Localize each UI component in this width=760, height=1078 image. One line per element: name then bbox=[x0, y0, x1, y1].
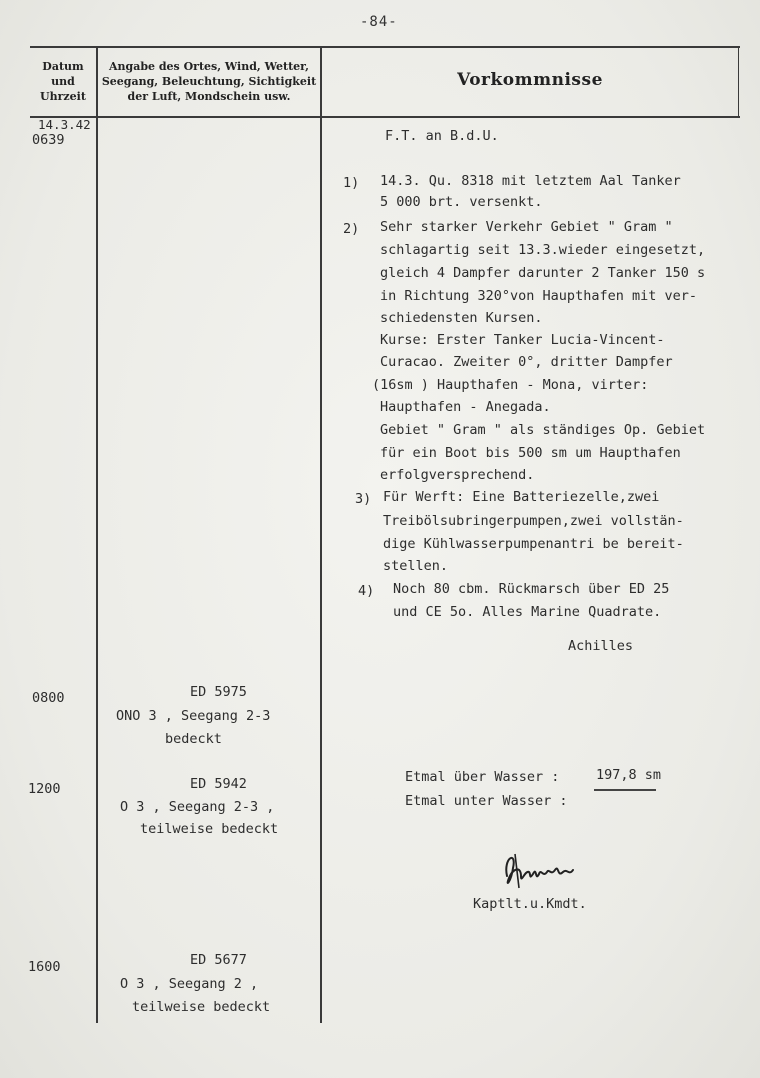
message-line: stellen. bbox=[383, 558, 449, 574]
message-line: Kurse: Erster Tanker Lucia-Vincent- bbox=[380, 332, 665, 348]
location-weather: teilweise bedeckt bbox=[132, 999, 271, 1015]
message-line: 14.3. Qu. 8318 mit letztem Aal Tanker bbox=[380, 173, 681, 189]
message-line: erfolgversprechend. bbox=[380, 467, 535, 483]
entry-time: 1200 bbox=[28, 781, 61, 797]
header-date-line: Datum bbox=[42, 60, 84, 73]
message-line: gleich 4 Dampfer darunter 2 Tanker 150 s bbox=[380, 265, 706, 281]
etmal-over-value: 197,8 sm bbox=[596, 767, 662, 783]
message-heading: F.T. an B.d.U. bbox=[385, 128, 499, 144]
message-line: schlagartig seit 13.3.wieder eingesetzt, bbox=[380, 242, 706, 258]
message-line: Curacao. Zweiter 0°, dritter Dampfer bbox=[380, 354, 673, 370]
etmal-underline bbox=[594, 789, 656, 791]
location-wind: ONO 3 , Seegang 2-3 bbox=[116, 708, 271, 724]
commander-signature bbox=[495, 848, 585, 898]
message-signoff: Achilles bbox=[568, 638, 634, 654]
page-number: -84- bbox=[360, 14, 398, 30]
message-num: 1) bbox=[343, 175, 360, 191]
header-events: Vorkommnisse bbox=[457, 70, 603, 90]
message-line: und CE 5o. Alles Marine Quadrate. bbox=[393, 604, 662, 620]
message-line: (16sm ) Haupthafen - Mona, virter: bbox=[372, 377, 649, 393]
message-line: schiedensten Kursen. bbox=[380, 310, 543, 326]
header-date-line: und bbox=[51, 75, 75, 88]
location-grid: ED 5677 bbox=[190, 952, 247, 968]
message-line: Gebiet " Gram " als ständiges Op. Gebiet bbox=[380, 422, 706, 438]
signature-title: Kaptlt.u.Kmdt. bbox=[473, 896, 587, 912]
message-line: dige Kühlwasserpumpenantri be bereit- bbox=[383, 536, 684, 552]
header-location-line: Seegang, Beleuchtung, Sichtigkeit bbox=[101, 75, 317, 88]
etmal-under-label: Etmal unter Wasser : bbox=[405, 793, 568, 809]
column-divider-1 bbox=[96, 48, 98, 1023]
header-top-rule bbox=[30, 46, 740, 48]
message-line: Für Werft: Eine Batteriezelle,zwei bbox=[383, 489, 660, 505]
location-grid: ED 5942 bbox=[190, 776, 247, 792]
message-line: für ein Boot bis 500 sm um Haupthafen bbox=[380, 445, 681, 461]
location-grid: ED 5975 bbox=[190, 684, 247, 700]
header-location-weather bbox=[99, 59, 319, 104]
message-num: 2) bbox=[343, 221, 360, 237]
message-line: Sehr starker Verkehr Gebiet " Gram " bbox=[380, 219, 673, 235]
message-line: in Richtung 320°von Haupthafen mit ver- bbox=[380, 288, 697, 304]
message-line: Noch 80 cbm. Rückmarsch über ED 25 bbox=[393, 581, 670, 597]
column-divider-3 bbox=[738, 48, 739, 118]
message-num: 4) bbox=[358, 583, 375, 599]
entry-date: 14.3.42 bbox=[38, 117, 91, 132]
entry-time: 0639 bbox=[32, 132, 65, 148]
message-line: Haupthafen - Anegada. bbox=[380, 399, 551, 415]
header-date-time bbox=[32, 59, 94, 104]
column-divider-2 bbox=[320, 48, 322, 1023]
message-line: Treibölsubringerpumpen,zwei vollstän- bbox=[383, 513, 684, 529]
location-weather: bedeckt bbox=[165, 731, 222, 747]
header-date-line: Uhrzeit bbox=[40, 90, 86, 103]
location-wind: O 3 , Seegang 2 , bbox=[120, 976, 259, 992]
header-bottom-rule bbox=[30, 116, 740, 118]
etmal-over-label: Etmal über Wasser : bbox=[405, 769, 560, 785]
header-location-line: Angabe des Ortes, Wind, Wetter, bbox=[108, 60, 310, 73]
location-weather: teilweise bedeckt bbox=[140, 821, 279, 837]
entry-time: 0800 bbox=[32, 690, 65, 706]
location-wind: O 3 , Seegang 2-3 , bbox=[120, 799, 275, 815]
message-num: 3) bbox=[355, 491, 372, 507]
message-line: 5 000 brt. versenkt. bbox=[380, 194, 543, 210]
entry-time: 1600 bbox=[28, 959, 61, 975]
header-location-line: der Luft, Mondschein usw. bbox=[127, 90, 291, 103]
